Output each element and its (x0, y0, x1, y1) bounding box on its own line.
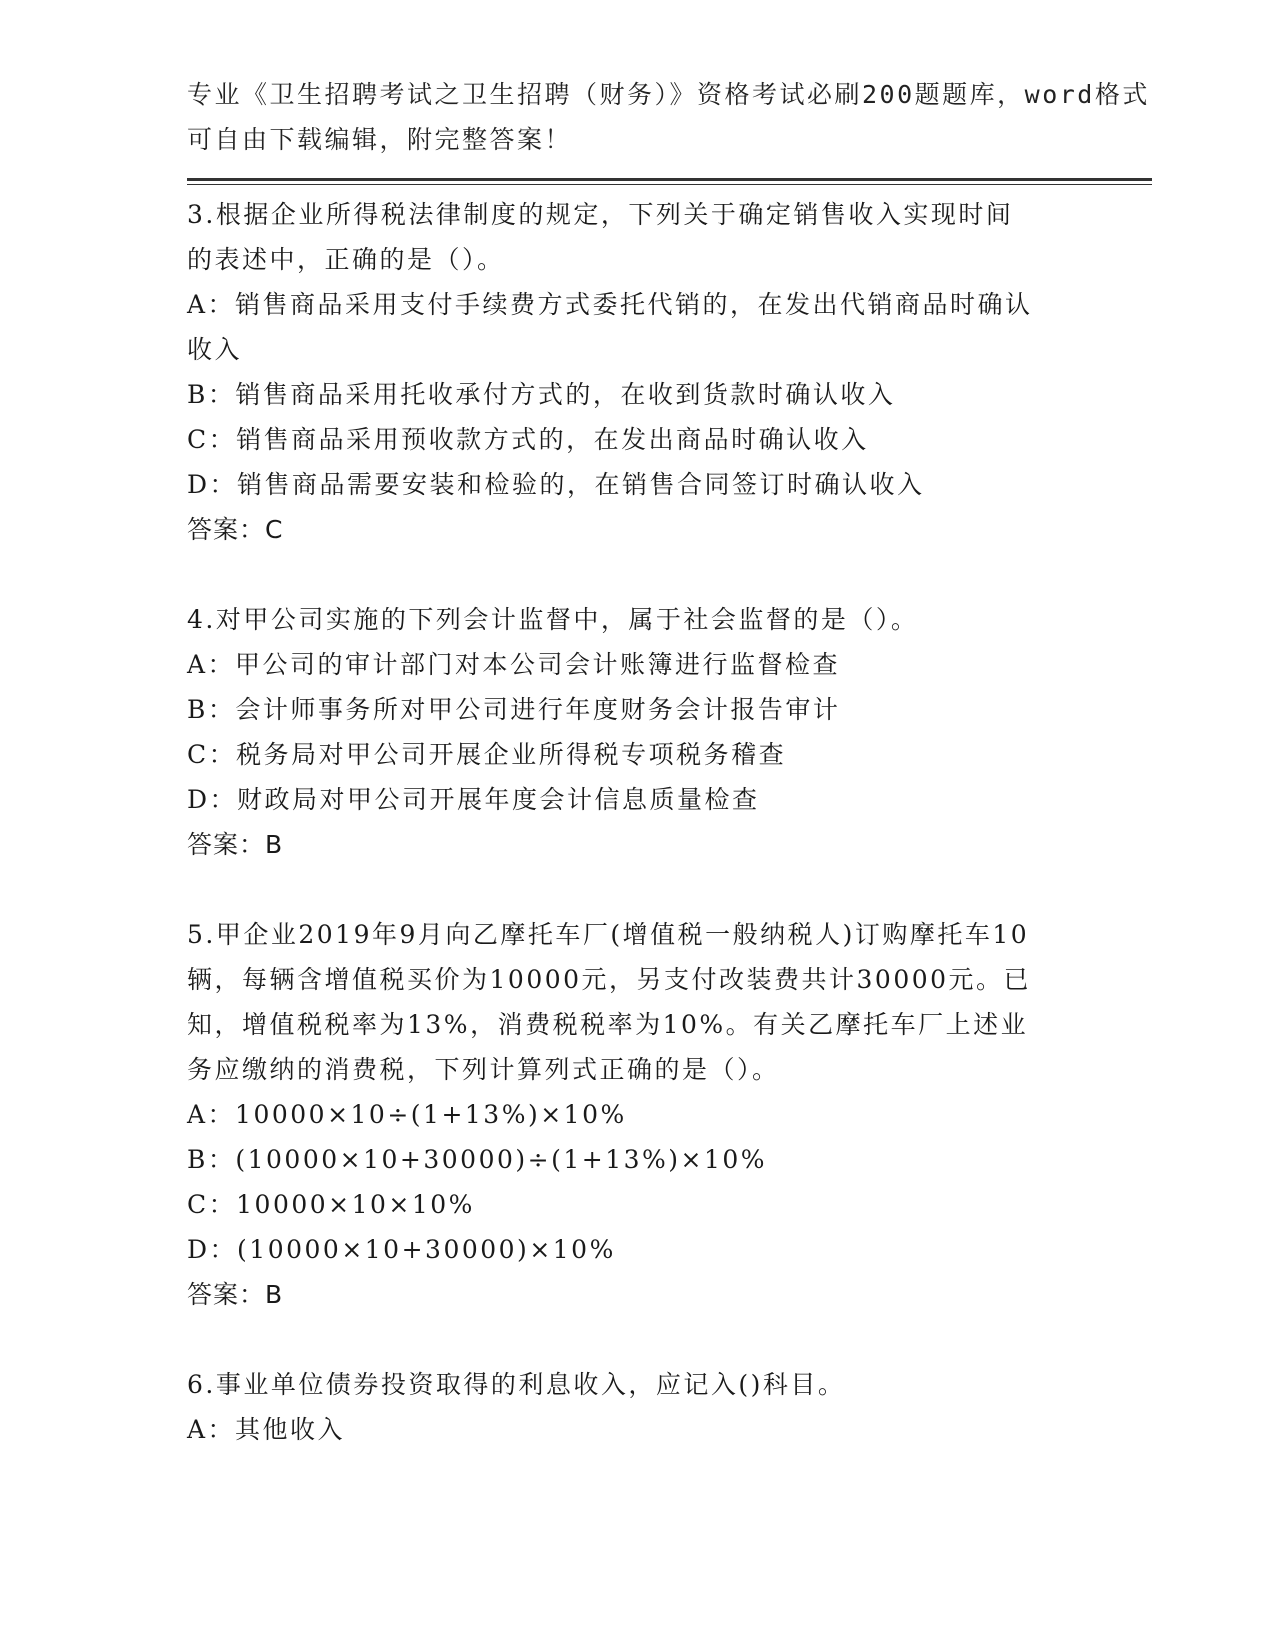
header-rule-thin (187, 184, 1152, 185)
option-line: A：其他收入 (187, 1415, 346, 1444)
option-line: D：财政局对甲公司开展年度会计信息质量检查 (187, 785, 760, 814)
answer-line: 答案：B (187, 830, 284, 859)
question-6 (187, 1362, 1087, 1452)
question-stem-line: 知，增值税税率为13%，消费税税率为10%。有关乙摩托车厂上述业 (187, 1010, 1029, 1039)
option-line: D：(10000×10+30000)×10% (187, 1235, 616, 1264)
question-stem-line: 务应缴纳的消费税，下列计算列式正确的是（）。 (187, 1055, 780, 1084)
question-stem-line: 4.对甲公司实施的下列会计监督中，属于社会监督的是（）。 (187, 605, 919, 634)
question-stem-line: 3.根据企业所得税法律制度的规定，下列关于确定销售收入实现时间 (187, 200, 1014, 229)
option-line: C：税务局对甲公司开展企业所得税专项税务稽查 (187, 740, 787, 769)
question-stem-line: 辆，每辆含增值税买价为10000元，另支付改装费共计30000元。已 (187, 965, 1032, 994)
header-line-2: 可自由下载编辑，附完整答案！ (187, 125, 573, 154)
question-spacer (187, 552, 1087, 597)
option-line: A：销售商品采用支付手续费方式委托代销的，在发出代销商品时确认 (187, 290, 1033, 319)
option-line: 收入 (187, 335, 243, 364)
question-3 (187, 192, 1087, 552)
question-stem-line: 的表述中，正确的是（）。 (187, 245, 505, 274)
option-line: B：销售商品采用托收承付方式的，在收到货款时确认收入 (187, 380, 896, 409)
option-line: A：甲公司的审计部门对本公司会计账簿进行监督检查 (187, 650, 841, 679)
answer-line: 答案：C (187, 515, 284, 544)
question-spacer (187, 1317, 1087, 1362)
question-list (187, 192, 1087, 1452)
question-stem-line: 6.事业单位债券投资取得的利息收入，应记入()科目。 (187, 1370, 846, 1399)
option-line: B：(10000×10+30000)÷(1+13%)×10% (187, 1145, 768, 1174)
header-rule-thick (187, 178, 1152, 181)
question-spacer (187, 867, 1087, 912)
option-line: B：会计师事务所对甲公司进行年度财务会计报告审计 (187, 695, 841, 724)
question-4 (187, 597, 1087, 867)
document-header (187, 72, 1150, 162)
option-line: A：10000×10÷(1+13%)×10% (187, 1100, 627, 1129)
header-line-1: 专业《卫生招聘考试之卫生招聘（财务）》资格考试必刷200题题库，word格式 (187, 80, 1150, 109)
option-line: D：销售商品需要安装和检验的，在销售合同签订时确认收入 (187, 470, 925, 499)
question-stem-line: 5.甲企业2019年9月向乙摩托车厂(增值税一般纳税人)订购摩托车10 (187, 920, 1030, 949)
question-5 (187, 912, 1087, 1317)
answer-line: 答案：B (187, 1280, 284, 1309)
option-line: C：销售商品采用预收款方式的，在发出商品时确认收入 (187, 425, 869, 454)
option-line: C：10000×10×10% (187, 1190, 475, 1219)
